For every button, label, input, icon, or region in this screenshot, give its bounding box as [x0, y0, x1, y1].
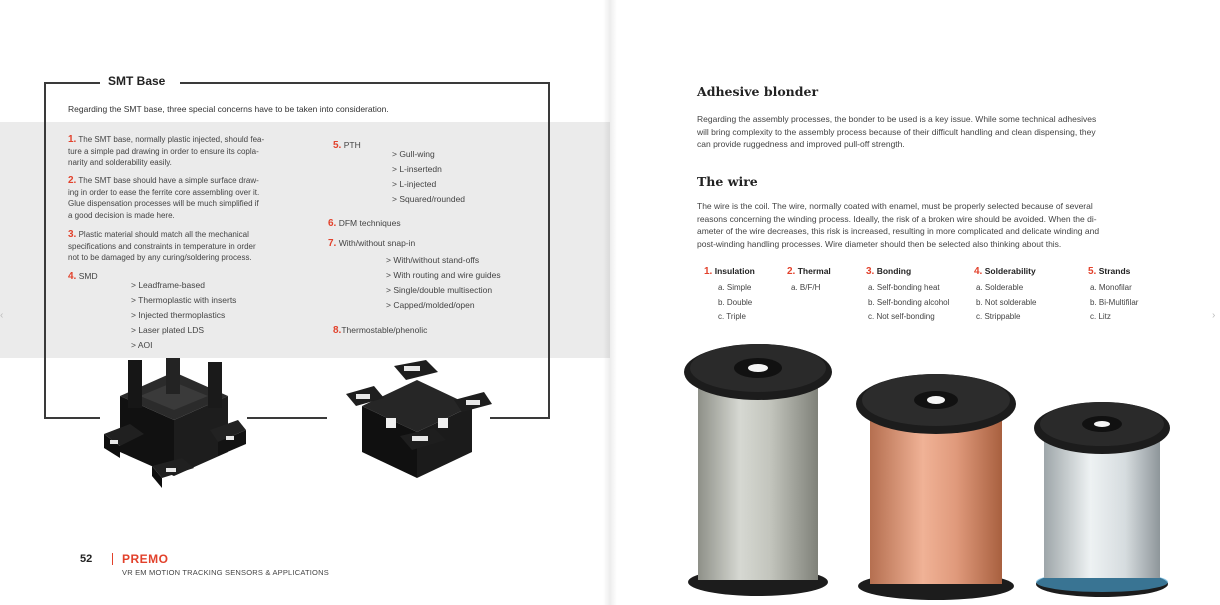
footer-divider [112, 553, 113, 565]
item-number: 1. [68, 134, 77, 145]
property-option: b. Not solderable [976, 297, 1037, 307]
snap-in-options [386, 253, 501, 313]
pth-options [392, 147, 465, 207]
property-option: a. B/F/H [791, 283, 821, 292]
property-solderability: 4. Solderability a. Solderable b. Not solderable c. Strippable [974, 266, 1036, 325]
thermostable-label: 8.Thermostable/phenolic [333, 325, 428, 336]
prev-page-arrow-icon[interactable]: ‹ [0, 310, 4, 321]
snap-in-option: > With/without stand-offs [386, 255, 480, 265]
smd-option: > Thermoplastic with inserts [131, 295, 237, 305]
smt-base-title: SMT Base [108, 74, 166, 88]
smd-option: > Laser plated LDS [131, 325, 205, 335]
smt-base-component-bottom-icon [342, 360, 492, 490]
property-option: c. Triple [718, 312, 747, 321]
smt-item-1: 1. The SMT base, normally plastic injected, should fea- ture a simple pad drawing in order to ensure its copla- narity and solderability easily. [68, 134, 265, 167]
adhesive-title: Adhesive blonder [697, 84, 819, 99]
wire-paragraph: The wire is the coil. The wire, normally coated with enamel, must be properly selected because of several reasons concerning the winding process. Ideally, the risk of a broken wire should be avoided. When the di- ameter of the wire decreases, this risk is increased, resulting in more complicated and delicate winding and post-winding handling processes. Wire diameter should then be selected also thinking about this. [697, 201, 1100, 249]
property-option: c. Not self-bonding [868, 312, 935, 321]
smt-base-intro: Regarding the SMT base, three special concerns have to be taken into consideration. [68, 104, 389, 114]
wire-title: The wire [697, 174, 758, 189]
property-option: a. Solderable [976, 283, 1024, 292]
property-option: b. Bi-Multifilar [1090, 297, 1139, 307]
pth-option: > Gull-wing [392, 149, 435, 159]
snap-in-option: > With routing and wire guides [386, 270, 501, 280]
pth-option: > Squared/rounded [392, 194, 466, 204]
next-page-arrow-icon[interactable]: › [1212, 310, 1216, 321]
property-option: c. Strippable [976, 312, 1021, 321]
property-strands: 5. Strands a. Monofilar b. Bi-Multifilar c. Litz [1088, 266, 1138, 325]
smd-option: > AOI [131, 340, 153, 350]
silver-wire-spool-icon [684, 344, 832, 596]
property-thermal: 2. Thermal a. B/F/H [787, 266, 831, 296]
property-option: a. Self-bonding heat [868, 283, 940, 292]
pth-option: > L-insertedn [392, 164, 442, 174]
copper-wire-spool-icon [856, 374, 1016, 600]
snap-in-option: > Capped/molded/open [386, 300, 475, 310]
book-gutter [603, 0, 617, 605]
smd-option: > Injected thermoplastics [131, 310, 226, 320]
snap-in-label: 7. With/without snap-in [328, 238, 416, 249]
pth-option: > L-injected [392, 179, 437, 189]
property-option: c. Litz [1090, 312, 1111, 321]
snap-in-option: > Single/double multisection [386, 285, 493, 295]
bright-wire-spool-icon [1034, 402, 1170, 597]
item-number: 3. [68, 229, 77, 240]
property-option: a. Monofilar [1090, 283, 1132, 292]
property-option: a. Simple [718, 283, 752, 292]
brand-logo: PREMO [122, 552, 169, 566]
smt-base-component-front-icon [100, 358, 248, 490]
dfm-label: 6. DFM techniques [328, 218, 401, 229]
smd-label: 4. SMD [68, 271, 98, 282]
smt-item-3: 3. Plastic material should match all the mechanical specifications and constraints in temperature in order not to be damaged by any curing/soldering process. [68, 229, 256, 262]
smt-item-2: 2. The SMT base should have a simple surface draw- ing in order to ease the ferrite core assembling over it. Glue dispensation processes will be much simplified if a good decision is made here. [68, 175, 260, 220]
smd-option: > Leadframe-based [131, 280, 205, 290]
property-option: b. Self-bonding alcohol [868, 297, 950, 307]
property-bonding: 3. Bonding a. Self-bonding heat b. Self-bonding alcohol c. Not self-bonding [866, 266, 949, 325]
footer-subtitle: VR EM MOTION TRACKING SENSORS & APPLICATIONS [122, 568, 329, 577]
adhesive-paragraph: Regarding the assembly processes, the bonder to be used is a key issue. While some technical adhesives will bring complexity to the assembly process because of their difficult handling and clean dispensing, they can provide ruggedness and improved pull-off strength. [697, 114, 1097, 149]
pth-label: 5. PTH [333, 140, 361, 151]
item-number: 2. [68, 175, 77, 186]
property-option: b. Double [718, 297, 753, 307]
wire-spools-illustration [680, 332, 1200, 600]
smd-options [131, 278, 236, 353]
property-insulation: 1. Insulation a. Simple b. Double c. Triple [704, 266, 755, 325]
page-number: 52 [80, 553, 93, 565]
